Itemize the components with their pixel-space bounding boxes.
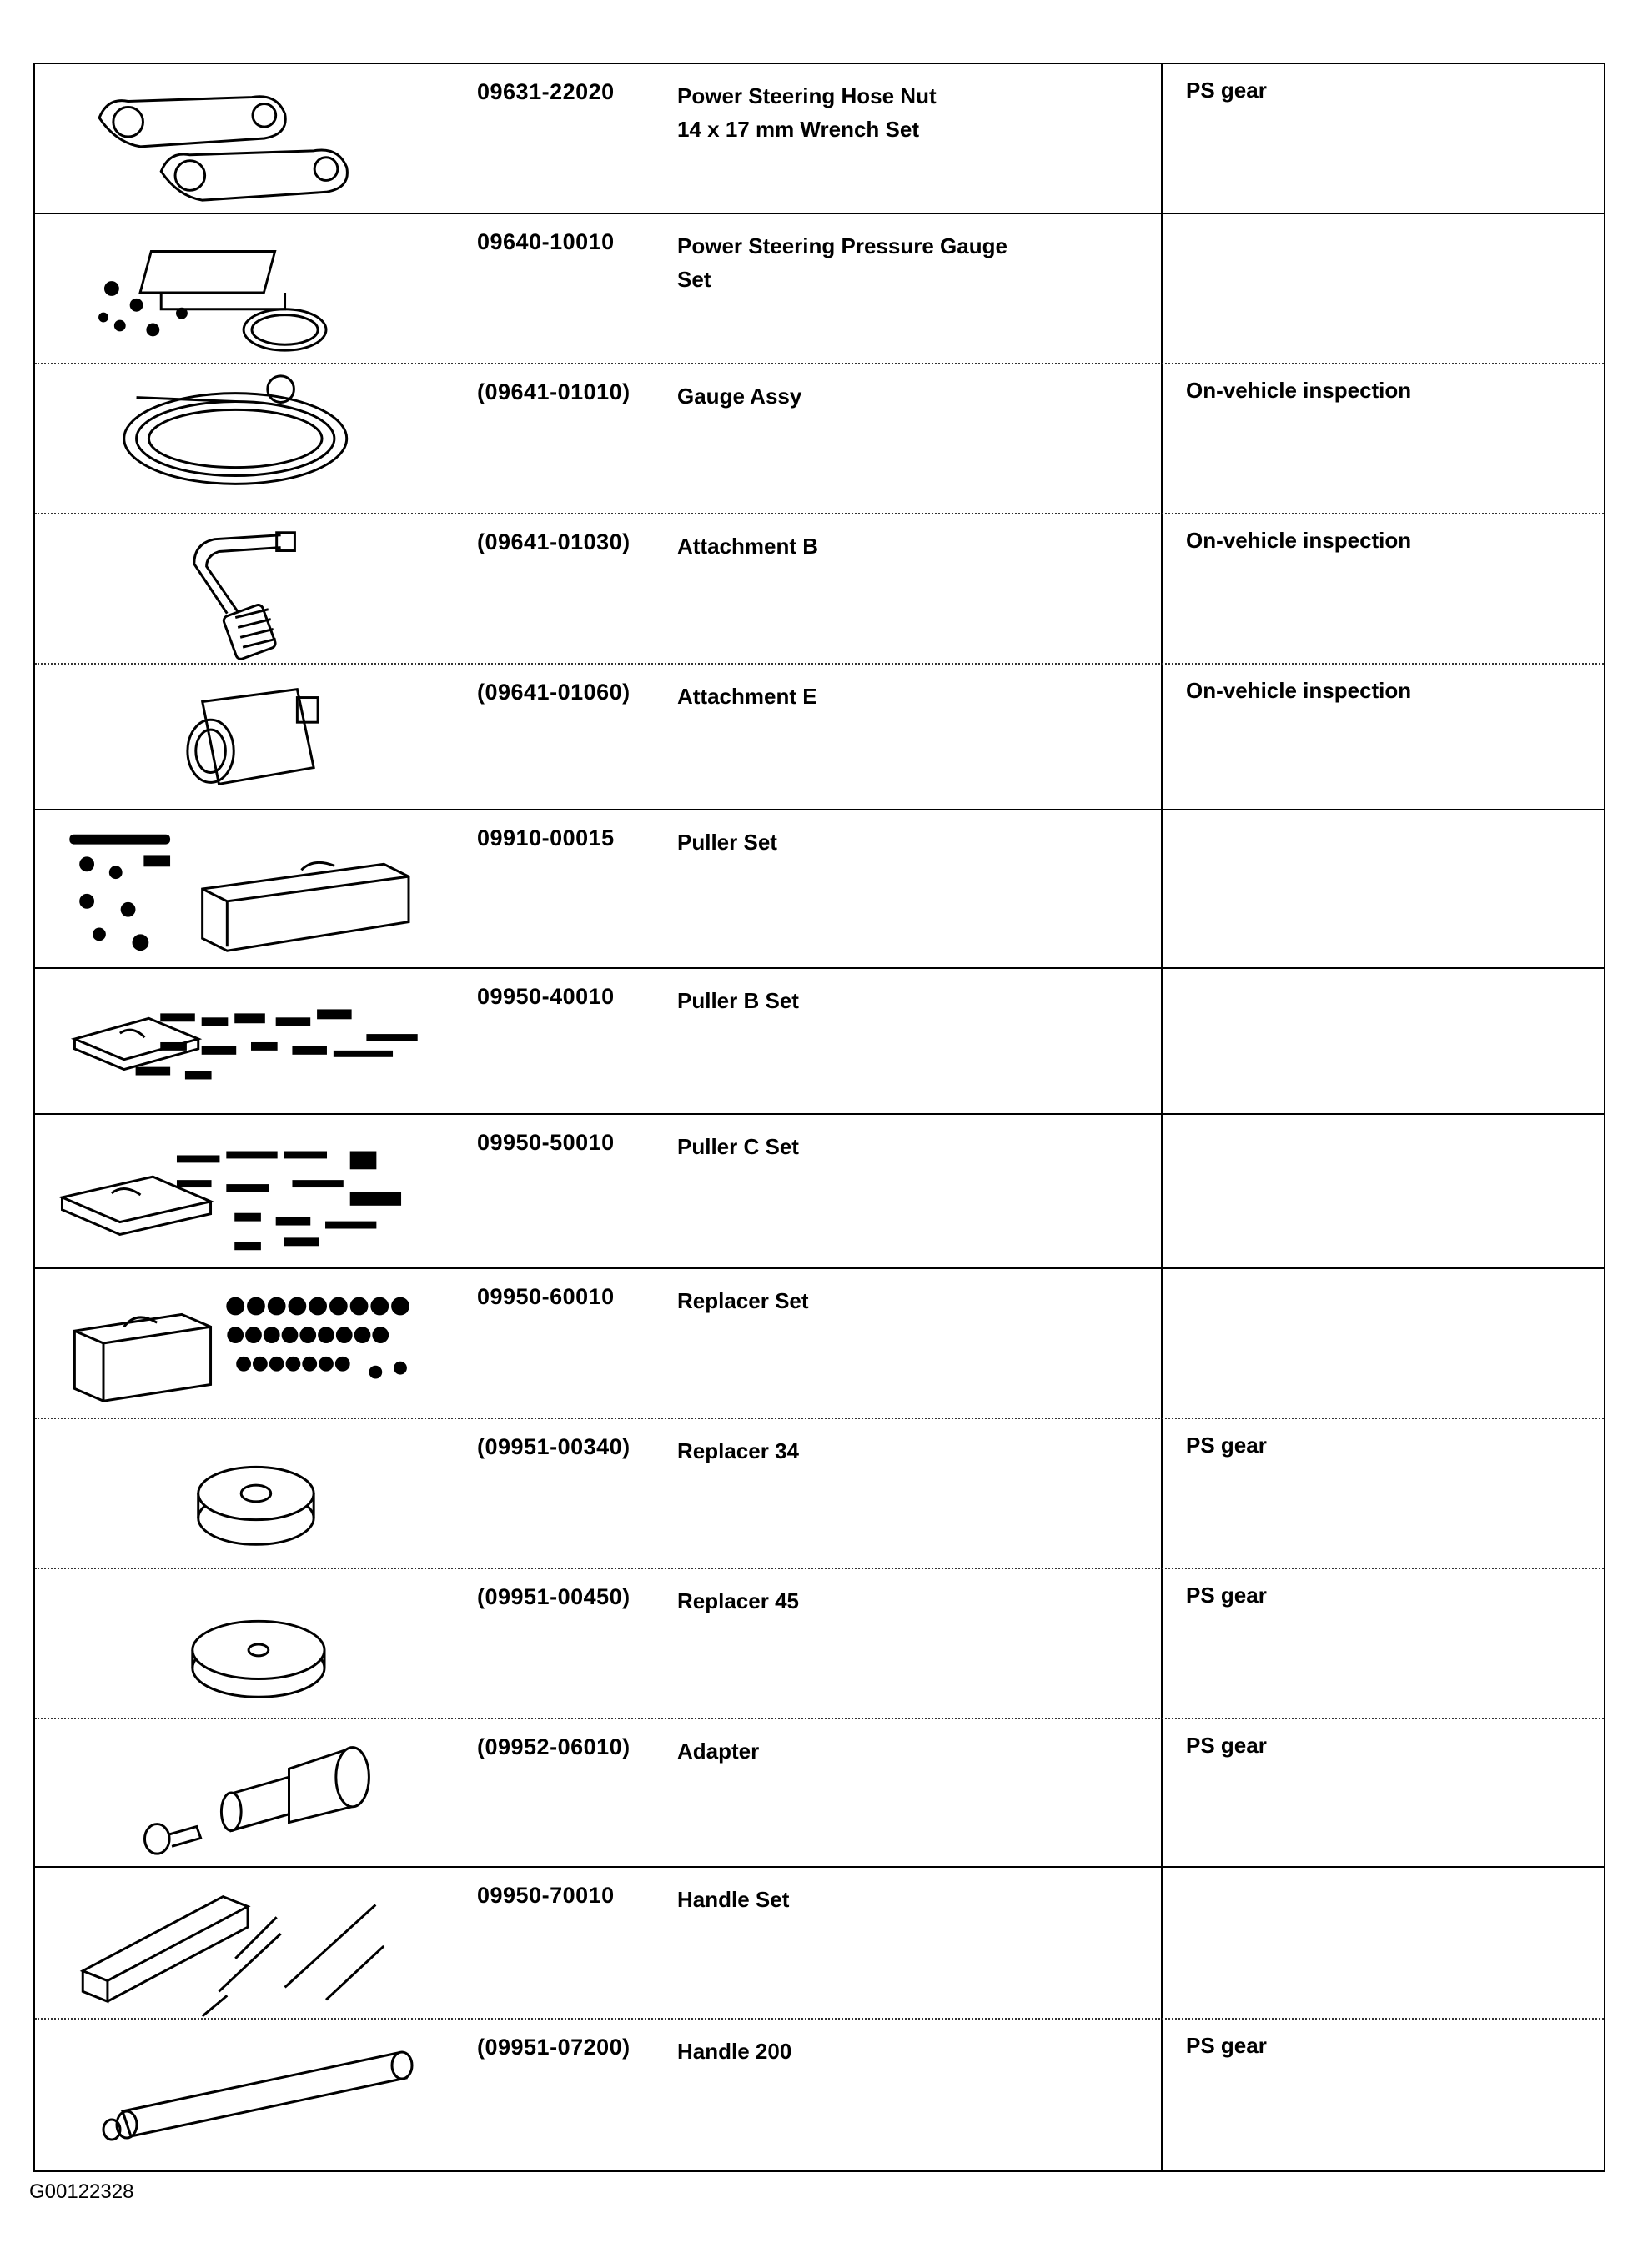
tool-name-line: Handle Set <box>677 1887 790 1912</box>
table-row <box>35 969 1604 1115</box>
attachment-b-icon <box>35 514 469 663</box>
table-row <box>35 1719 1604 1868</box>
tool-name-line: Attachment B <box>677 534 819 559</box>
tool-name <box>677 79 1111 146</box>
tool-name-line: Power Steering Hose Nut <box>677 83 937 108</box>
tool-name <box>677 1734 1111 1768</box>
tool-name-line: 14 x 17 mm Wrench Set <box>677 117 919 142</box>
part-number: (09641-01060) <box>477 680 631 705</box>
part-number: 09640-10010 <box>477 229 615 254</box>
tool-name <box>677 680 1111 713</box>
part-number: 09910-00015 <box>477 825 615 850</box>
figure-id: G00122328 <box>29 2180 134 2203</box>
gauge-set-icon <box>35 214 469 363</box>
puller-set-icon <box>35 810 469 967</box>
table-row <box>35 214 1604 364</box>
tool-name <box>677 529 1111 563</box>
special-tools-table <box>33 63 1605 2172</box>
part-number: (09952-06010) <box>477 1734 631 1759</box>
part-number: 09950-50010 <box>477 1130 615 1155</box>
tool-name-line: Puller Set <box>677 830 777 855</box>
table-row <box>35 64 1604 214</box>
tool-name <box>677 825 1111 859</box>
tool-name <box>677 229 1111 296</box>
replacer-34-icon <box>35 1419 469 1568</box>
tool-name-line: Power Steering Pressure Gauge <box>677 233 1007 258</box>
application: PS gear <box>1186 1583 1267 1608</box>
tool-name-line: Replacer 34 <box>677 1438 799 1463</box>
part-number: (09951-00340) <box>477 1434 631 1459</box>
tool-name-line: Set <box>677 267 711 292</box>
tool-name-line: Puller B Set <box>677 988 799 1013</box>
table-row <box>35 665 1604 810</box>
part-number: (09641-01010) <box>477 379 631 404</box>
tool-name-line: Attachment E <box>677 684 817 709</box>
part-number: (09951-07200) <box>477 2035 631 2060</box>
replacer-45-icon <box>35 1569 469 1718</box>
table-row <box>35 2020 1604 2174</box>
tool-name <box>677 2035 1111 2068</box>
attachment-e-icon <box>35 665 469 809</box>
wrench-set-icon <box>35 64 469 213</box>
table-row <box>35 1269 1604 1419</box>
tool-name-line: Puller C Set <box>677 1134 799 1159</box>
tool-name <box>677 1883 1111 1916</box>
part-number: 09950-40010 <box>477 984 615 1009</box>
part-number: 09950-70010 <box>477 1883 615 1908</box>
tool-name-line: Adapter <box>677 1739 760 1764</box>
application: PS gear <box>1186 2033 1267 2058</box>
tool-name <box>677 379 1111 413</box>
handle-set-icon <box>35 1868 469 2018</box>
table-row <box>35 364 1604 514</box>
table-row <box>35 1419 1604 1569</box>
tool-name <box>677 1434 1111 1468</box>
puller-b-set-icon <box>35 969 469 1113</box>
part-number: 09950-60010 <box>477 1284 615 1309</box>
application: On-vehicle inspection <box>1186 378 1412 403</box>
part-number: 09631-22020 <box>477 79 615 104</box>
tool-name-line: Replacer 45 <box>677 1588 799 1613</box>
part-number: (09951-00450) <box>477 1584 631 1609</box>
table-row <box>35 1569 1604 1719</box>
tool-name-line: Replacer Set <box>677 1288 809 1313</box>
table-row <box>35 1115 1604 1269</box>
table-row <box>35 1868 1604 2020</box>
tool-name <box>677 984 1111 1017</box>
gauge-assy-icon <box>35 364 469 513</box>
tool-name <box>677 1584 1111 1618</box>
tool-name-line: Handle 200 <box>677 2039 792 2064</box>
replacer-set-icon <box>35 1269 469 1418</box>
table-row <box>35 514 1604 665</box>
part-number: (09641-01030) <box>477 529 631 554</box>
application: On-vehicle inspection <box>1186 678 1412 703</box>
puller-c-set-icon <box>35 1115 469 1267</box>
application: On-vehicle inspection <box>1186 528 1412 553</box>
handle-200-icon <box>35 2020 469 2174</box>
table-row <box>35 810 1604 969</box>
tool-name <box>677 1284 1111 1317</box>
tool-name-line: Gauge Assy <box>677 384 802 409</box>
tool-name <box>677 1130 1111 1163</box>
application: PS gear <box>1186 78 1267 103</box>
application: PS gear <box>1186 1733 1267 1758</box>
application: PS gear <box>1186 1433 1267 1458</box>
adapter-icon <box>35 1719 469 1866</box>
